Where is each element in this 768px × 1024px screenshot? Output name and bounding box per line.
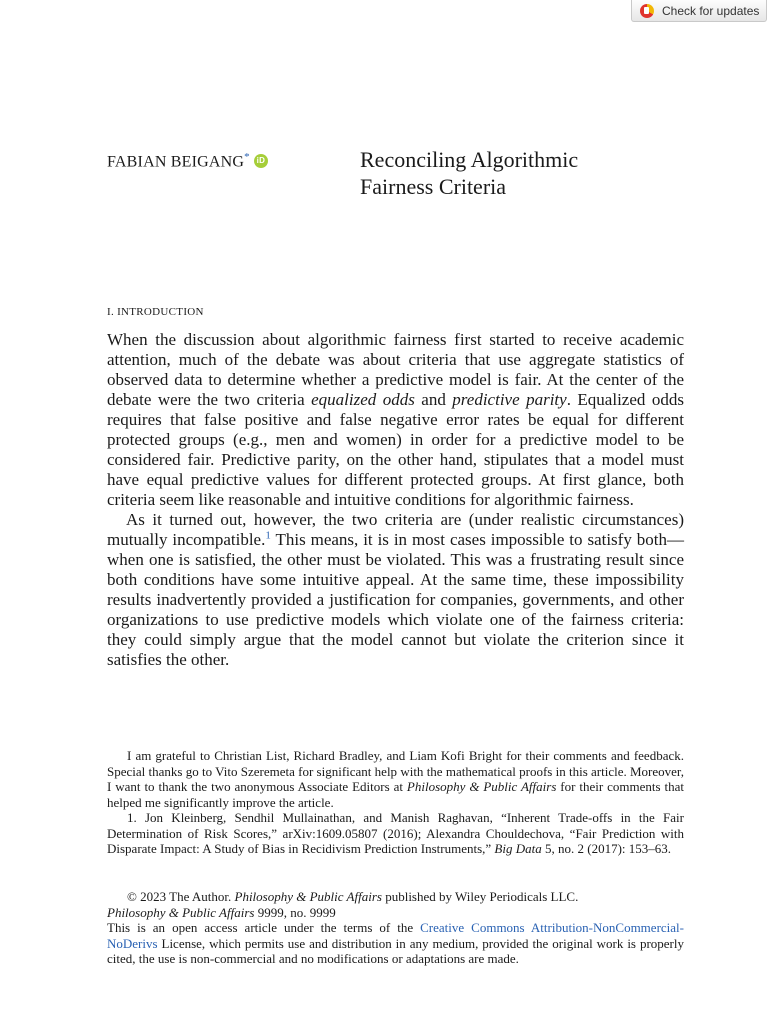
paragraph-1 (107, 330, 684, 510)
orcid-icon[interactable]: iD (254, 154, 268, 168)
check-for-updates-button[interactable] (631, 0, 767, 22)
paragraph-2-text-a: As it turned out, however, the two criteria are (under realistic circumstances) mutually incompatible. (107, 510, 684, 549)
author-name (107, 151, 268, 171)
journal-issue-line (107, 905, 684, 921)
paragraph-1-text-b: and (414, 390, 453, 409)
footnote-1 (107, 810, 684, 857)
term-predictive-parity: predictive parity (452, 390, 567, 409)
article-title (360, 146, 690, 200)
title-line-2: Fairness Criteria (360, 174, 507, 199)
body-text (107, 330, 684, 670)
creative-commons-link[interactable]: Creative Commons Attribution-NonCommercial-NoDerivs (107, 920, 684, 951)
author-footnote-marker[interactable]: * (244, 151, 250, 163)
term-equalized-odds: equalized odds (311, 390, 415, 409)
paragraph-1-text-a: When the discussion about algorithmic fairness first started to receive academic attention, much of the debate was about criteria that use aggregate statistics of observed data to determine whether a predictive model is fair. At the center of the debate were the two criteria (107, 330, 684, 409)
paragraph-1-text-c: . Equalized odds requires that false positive and false negative error rates be equal for different protected groups (e.g., men and women) in order for a predictive model to be considered fair. Predictive parity, on the other hand, stipulates that a model must have equal predictive values for different protected groups. At first glance, both criteria seem like reasonable and intuitive conditions for algorithmic fairness. (107, 390, 684, 509)
footnote-1-text-b: 5, no. 2 (2017): 153–63. (541, 841, 672, 856)
acknowledgment-note (107, 748, 684, 810)
section-heading: I. INTRODUCTION (107, 306, 204, 318)
paragraph-2-text-b: This means, it is in most cases impossible to satisfy both—when one is satisfied, the other must be violated. This was a frustrating result since both conditions have some intuitive appeal. At the same time, these impossibility results inadvertently provided a justification for companies, governments, and other organizations to use predictive models which violate one of the fairness criteria: they could simply argue that the model cannot but violate the criterion since it satisfies the other. (107, 530, 684, 669)
license-text-a: This is an open access article under the terms of the (107, 920, 421, 935)
copyright-text-a: © 2023 The Author. (127, 889, 235, 904)
ack-journal-name: Philosophy & Public Affairs (406, 779, 557, 794)
ack-text-a: I am grateful to Christian List, Richard Bradley, and Liam Kofi Bright for their comments and feedback. Special thanks go to Vito Szeremeta for significant help with the mathematical proofs in this article. Moreover, I want to thank the two anonymous Associate Editors at (107, 748, 684, 794)
journal-volume: 9999, no. 9999 (254, 904, 336, 920)
footnote-ref-1[interactable]: 1 (265, 529, 271, 542)
paragraph-2 (107, 510, 684, 670)
copyright-text-b: published by Wiley Periodicals LLC. (381, 889, 579, 904)
title-line-1: Reconciling Algorithmic (360, 147, 579, 172)
license-text-b: License, which permits use and distribution in any medium, provided the original work is properly cited, the use is non-commercial and no modifications or adaptations are made. (107, 935, 684, 966)
copyright-line (107, 889, 684, 905)
copyright-journal: Philosophy & Public Affairs (234, 889, 382, 904)
check-for-updates-label: Check for updates (662, 3, 760, 18)
author-name-text: FABIAN BEIGANG (107, 153, 245, 171)
footnote-1-journal: Big Data (494, 841, 542, 856)
journal-name: Philosophy & Public Affairs (107, 904, 255, 920)
crossmark-icon (640, 4, 654, 18)
license-statement (107, 920, 684, 967)
ack-text-b: for their comments that helped me significantly improve the article. (107, 779, 684, 810)
copyright-block (107, 889, 684, 967)
footnote-1-text-a: 1. Jon Kleinberg, Sendhil Mullainathan, and Manish Raghavan, “Inherent Trade-offs in the Fair Determination of Risk Scores,” arXiv:1609.05807 (2016); Alexandra Chouldechova, “Fair Prediction with Disparate Impact: A Study of Bias in Recidivism Prediction Instruments,” (107, 810, 684, 856)
footnotes (107, 748, 684, 857)
